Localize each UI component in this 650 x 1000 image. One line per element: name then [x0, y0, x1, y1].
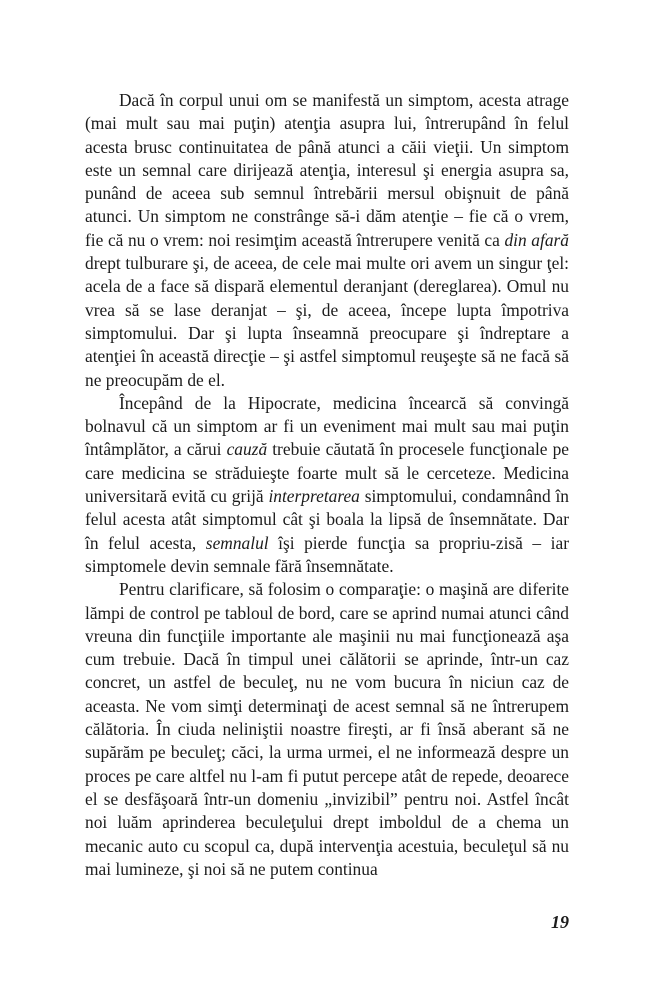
text-run: drept tulburare şi, de aceea, de cele mai multe ori avem un singur ţel: acela de a face să dispară elementul deranjant (dereglarea). Omul nu vrea să se lase deranjat – şi, de aceea, începe lupta împotriva simptomului. Dar şi lupta înseamnă preocupare şi îndreptare a atenţiei în această direcţie – şi astfel simptomul reuşeşte să ne facă să ne preocupăm de el.: [85, 253, 569, 390]
italic-text-run: semnalul: [205, 532, 269, 553]
text-run: Pentru clarificare, să folosim o comparaţie: o maşină are diferite lămpi de control pe tabloul de bord, care se aprind numai atunci când vreuna din funcţiile importante ale maşinii nu mai funcţionează aşa cum trebuie. Dacă în timpul unei călătorii se aprinde, într-un caz concret, un astfel de beculeţ, nu ne vom bucura în niciun caz de aceasta. Ne vom simţi determinaţi de acest semnal să ne întrerupem călătoria. În ciuda neliniştii noastre fireşti, ar fi însă aberant să ne supărăm pe beculeţ; căci, la urma urmei, el ne informează despre un proces pe care altfel nu l-am fi putut percepe atât de repede, deoarece el se desfăşoară într-un domeniu „invizibil” pentru noi. Astfel încât noi luăm aprinderea beculeţului drept imboldul de a chema un mecanic auto cu scopul ca, după intervenţia acestuia, beculeţul să nu mai lumineze, şi noi să ne putem continua: [85, 579, 569, 879]
body-text: [85, 89, 569, 881]
italic-text-run: interpretarea: [268, 486, 360, 507]
text-run: simptomului, condamnând în felul acesta atât simptomul cât şi boala la lipsă de însemnătate. Dar în felul acesta,: [85, 486, 569, 553]
page-number: 19: [551, 912, 569, 932]
text-run: Începând de la Hipocrate, medicina încearcă să convingă bolnavul că un simptom ar fi un eveniment mai mult sau mai puţin întâmplător, a cărui: [85, 392, 569, 460]
text-run: îşi pierde funcţia sa propriu-zisă – iar simptomele devin semnale fără însemnătate.: [85, 532, 569, 576]
text-run: Dacă în corpul unui om se manifestă un simptom, acesta atrage (mai mult sau mai puţin) atenţia asupra lui, întrerupând în felul acesta brusc continuitatea de până atunci a căii vieţii. Un simptom este un semnal care dirijează atenţia, interesul şi energia asupra sa, punând de aceea sub semnul întrebării mersul obişnuit de până atunci. Un simptom ne constrânge să-i dăm atenţie – fie că o vrem, fie că nu o vrem: noi resimţim această întrerupere venită ca: [85, 90, 569, 250]
paragraph: [85, 392, 569, 578]
italic-text-run: cauză: [226, 439, 268, 460]
paragraph: [85, 578, 569, 881]
italic-text-run: din afară: [504, 229, 569, 250]
paragraph: [85, 89, 569, 392]
text-run: trebuie căutată în procesele funcţionale pe care medicina se străduieşte foarte mult să le cerceteze. Medicina universitară evită cu grijă: [85, 439, 569, 507]
